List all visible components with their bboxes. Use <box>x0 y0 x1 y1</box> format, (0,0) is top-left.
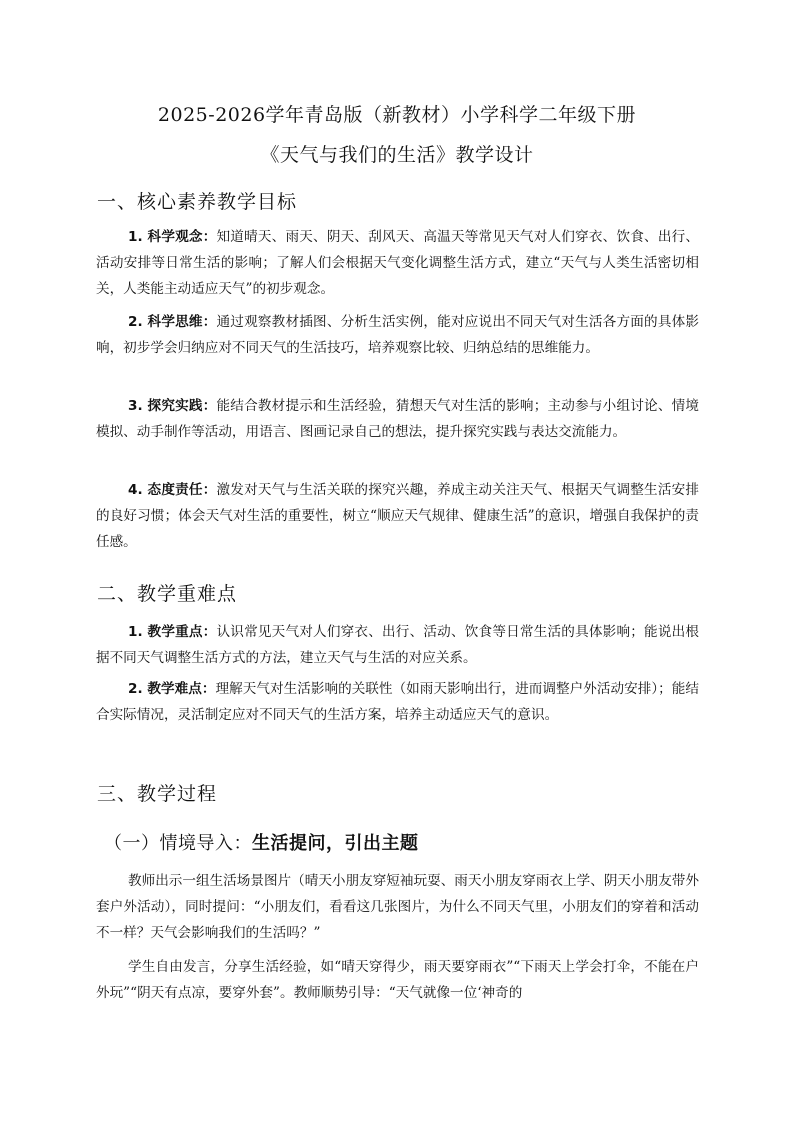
key-point-item <box>96 619 699 671</box>
objective-item-concept <box>96 224 699 302</box>
difficulty-item <box>96 676 699 728</box>
key-point-text: 认识常见天气对人们穿衣、出行、活动、饮食等日常生活的具体影响；能说出根据不同天气调整生活方式的方法，建立天气与生活的对应关系。 <box>96 624 700 666</box>
key-point-lead: 1. 教学重点： <box>128 624 217 640</box>
objective-item-practice <box>96 393 699 445</box>
subsection-title: 生活提问，引出主题 <box>252 833 419 854</box>
objective-item-lead: 1. 科学观念： <box>128 229 217 245</box>
subsection-heading-intro <box>104 832 419 856</box>
difficulty-lead: 2. 教学难点： <box>128 681 216 697</box>
objective-item-text: 通过观察教材插图、分析生活实例，能对应说出不同天气对生活各方面的具体影响，初步学会归纳应对不同天气的生活技巧，培养观察比较、归纳总结的思维能力。 <box>96 314 700 356</box>
process-paragraph: 教师出示一组生活场景图片（晴天小朋友穿短袖玩耍、雨天小朋友穿雨衣上学、阴天小朋友带外套户外活动），同时提问：“小朋友们，看看这几张图片，为什么不同天气里，小朋友们的穿着和活动不一样？天气会影响我们的生活吗？” <box>96 873 699 941</box>
objective-item-lead: 4. 态度责任： <box>128 482 217 498</box>
objective-item-thinking <box>96 309 699 361</box>
section-heading-objectives: 一、核心素养教学目标 <box>97 191 298 213</box>
objective-item-lead: 3. 探究实践： <box>128 398 217 414</box>
subsection-prefix: （一）情境导入： <box>104 833 252 854</box>
objective-item-lead: 2. 科学思维： <box>128 314 217 330</box>
section-heading-process: 三、教学过程 <box>97 783 218 805</box>
process-paragraph: 学生自由发言，分享生活经验，如“晴天穿得少，雨天要穿雨衣”“下雨天上学会打伞，不能在户外玩”“阴天有点凉，要穿外套”。教师顺势引导：“天气就像一位‘神奇的 <box>96 959 699 1001</box>
document-title-line-1: 2025-2026学年青岛版（新教材）小学科学二年级下册 <box>157 104 637 126</box>
objective-item-text: 激发对天气与生活关联的探究兴趣，养成主动关注天气、根据天气调整生活安排的良好习惯；体会天气对生活的重要性，树立“顺应天气规律、健康生活”的意识，增强自我保护的责任感。 <box>96 482 700 550</box>
difficulty-text: 理解天气对生活影响的关联性（如雨天影响出行，进而调整户外活动安排）；能结合实际情况，灵活制定应对不同天气的生活方案，培养主动适应天气的意识。 <box>96 681 699 723</box>
objective-item-text: 能结合教材提示和生活经验，猜想天气对生活的影响；主动参与小组讨论、情境模拟、动手制作等活动，用语言、图画记录自己的想法，提升探究实践与表达交流能力。 <box>96 398 700 440</box>
objective-item-text: 知道晴天、雨天、阴天、刮风天、高温天等常见天气对人们穿衣、饮食、出行、活动安排等日常生活的影响；了解人们会根据天气变化调整生活方式，建立“天气与人类生活密切相关，人类能主动适应天气”的初步观念。 <box>96 229 700 297</box>
section-heading-key-points: 二、教学重难点 <box>97 583 238 605</box>
document-title-line-2: 《天气与我们的生活》教学设计 <box>260 144 534 166</box>
objective-item-attitude <box>96 477 699 555</box>
